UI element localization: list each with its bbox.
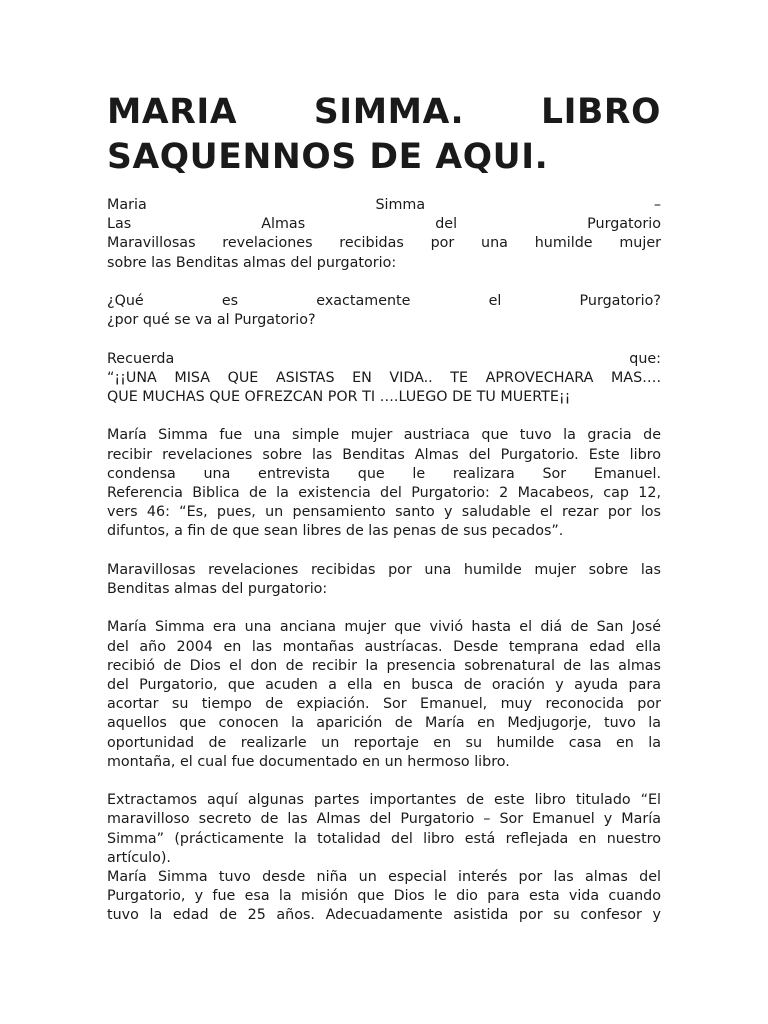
text-line: tuvo la edad de 25 años. Adecuadamente asistida por su confesor y: [107, 907, 661, 924]
text-line: montaña, el cual fue documentado en un hermoso libro.: [107, 753, 510, 770]
text-line: acortar su tiempo de expiación. Sor Emanuel, muy reconocida por: [107, 696, 661, 713]
document-page: [107, 90, 661, 926]
text-line: artículo).: [107, 849, 171, 866]
text-line: maravilloso secreto de las Almas del Purgatorio – Sor Emanuel y María: [107, 811, 661, 828]
text-line: QUE MUCHAS QUE OFREZCAN POR TI ….LUEGO DE TU MUERTE¡¡: [107, 389, 571, 405]
document-title: [107, 90, 661, 180]
text-line: Maria Simma –: [107, 197, 661, 213]
text-line: recibir revelaciones sobre las Benditas Almas del Purgatorio. Este libro: [107, 446, 661, 463]
text-line: oportunidad de realizarle un reportaje en su humilde casa en la: [107, 734, 661, 751]
text-line: Maravillosas revelaciones recibidas por una humilde mujer sobre las: [107, 561, 661, 578]
text-line: vers 46: “Es, pues, un pensamiento santo y saludable el rezar por los: [107, 504, 661, 521]
text-line: Extractamos aquí algunas partes importantes de este libro titulado “El: [107, 792, 661, 809]
paragraph-reminder: [107, 350, 661, 408]
text-line: del Purgatorio, que acuden a ella en busca de oración y ayuda para: [107, 677, 661, 693]
paragraph-biography: [107, 426, 661, 541]
text-line: María Simma era una anciana mujer que vivió hasta el diá de San José: [107, 619, 661, 636]
text-line: ¿Qué es exactamente el Purgatorio?: [107, 293, 661, 309]
text-line: sobre las Benditas almas del purgatorio:: [107, 254, 397, 271]
text-line: condensa una entrevista que le realizara Sor Emanuel.: [107, 465, 661, 482]
text-line: “¡¡UNA MISA QUE ASISTAS EN VIDA.. TE APROVECHARA MAS….: [107, 369, 661, 386]
text-line: Referencia Biblica de la existencia del Purgatorio: 2 Macabeos, cap 12,: [107, 485, 661, 501]
text-line: del año 2004 en las montañas austríacas. Desde temprana edad ella: [107, 638, 661, 655]
text-line: Maravillosas revelaciones recibidas por una humilde mujer: [107, 235, 661, 252]
title-line: MARIA SIMMA. LIBRO: [107, 92, 661, 132]
text-line: Simma” (prácticamente la totalidad del libro está reflejada en nuestro: [107, 830, 661, 847]
text-line: María Simma fue una simple mujer austriaca que tuvo la gracia de: [107, 427, 661, 444]
paragraph-question: [107, 292, 661, 330]
text-line: recibió de Dios el don de recibir la presencia sobrenatural de las almas: [107, 657, 661, 674]
text-line: aquellos que conocen la aparición de María en Medjugorje, tuvo la: [107, 715, 661, 732]
text-line: Benditas almas del purgatorio:: [107, 581, 328, 597]
paragraph-history: [107, 618, 661, 772]
paragraph-revelations: [107, 561, 661, 599]
paragraph-extract: [107, 791, 661, 925]
title-line: SAQUENNOS DE AQUI.: [107, 137, 549, 177]
paragraph-intro: [107, 196, 661, 273]
text-line: Las Almas del Purgatorio: [107, 216, 661, 233]
text-line: María Simma tuvo desde niña un especial interés por las almas del: [107, 869, 661, 886]
text-line: Recuerda que:: [107, 350, 661, 367]
text-line: difuntos, a fin de que sean libres de las penas de sus pecados”.: [107, 523, 564, 540]
text-line: Purgatorio, y fue esa la misión que Dios le dio para esta vida cuando: [107, 888, 661, 905]
text-line: ¿por qué se va al Purgatorio?: [107, 312, 316, 329]
